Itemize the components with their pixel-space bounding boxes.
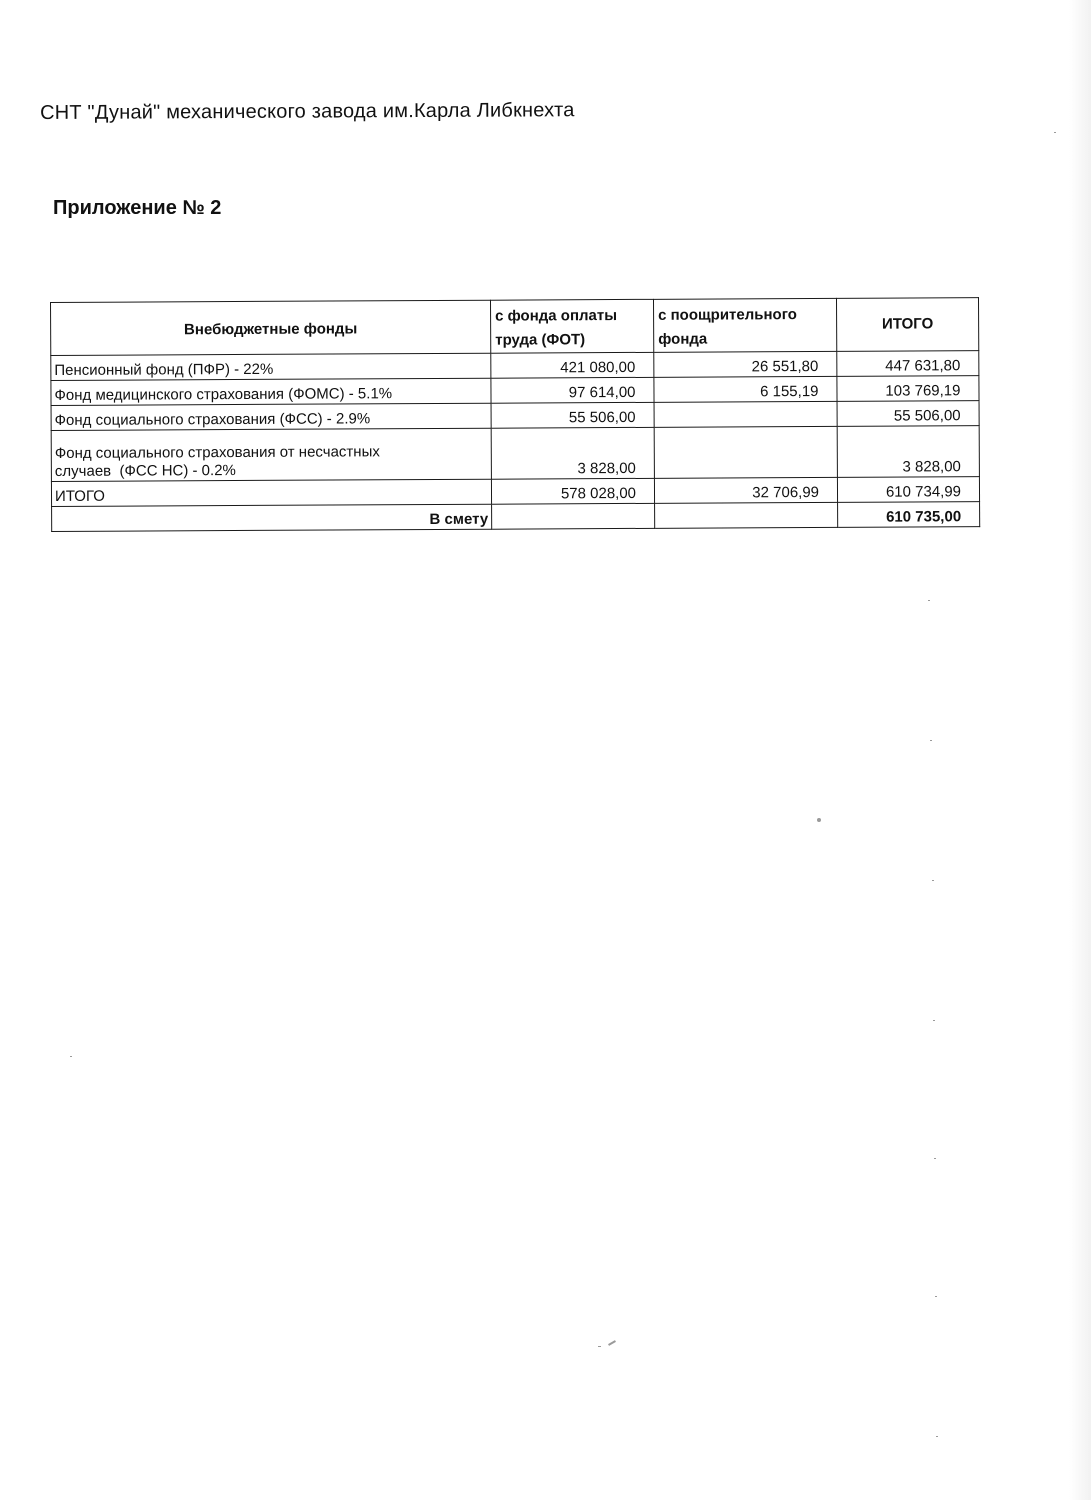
appendix-title: Приложение № 2 bbox=[53, 197, 222, 219]
organization-title: СНТ "Дунай" механического завода им.Карла Либкнехта bbox=[40, 99, 575, 124]
row-fot: 421 080,00 bbox=[491, 352, 654, 378]
row-total: 103 769,19 bbox=[837, 376, 979, 402]
row-name: Фонд социального страхования (ФСС) - 2.9% bbox=[51, 403, 491, 430]
table-row-estimate bbox=[52, 502, 980, 532]
header-fot: с фонда оплаты труда (ФОТ) bbox=[490, 299, 653, 353]
scan-speck bbox=[70, 1056, 72, 1057]
row-bonus: 26 551,80 bbox=[654, 351, 837, 377]
table-header-row bbox=[51, 298, 979, 356]
scan-speck bbox=[935, 1296, 937, 1297]
scan-speck bbox=[934, 1158, 936, 1159]
scan-speck bbox=[817, 818, 821, 822]
row-name bbox=[51, 428, 491, 481]
scan-speck bbox=[932, 880, 934, 881]
estimate-label: В смету bbox=[52, 504, 492, 531]
totals-total: 610 734,99 bbox=[837, 477, 979, 503]
header-funds: Внебюджетные фонды bbox=[51, 300, 491, 355]
scan-speck bbox=[608, 1340, 616, 1346]
funds-table-wrapper bbox=[50, 297, 979, 532]
scan-speck bbox=[928, 600, 930, 601]
row-name-line-1: Фонд социального страхования от несчастных bbox=[54, 443, 380, 462]
row-name-line-2: случаев (ФСС НС) - 0.2% bbox=[54, 462, 236, 480]
table-row-fss-ns bbox=[51, 426, 979, 482]
row-fot: 3 828,00 bbox=[491, 427, 654, 479]
header-total: ИТОГО bbox=[836, 298, 978, 352]
estimate-fot-empty bbox=[492, 503, 655, 529]
row-total: 55 506,00 bbox=[837, 401, 979, 427]
estimate-bonus-empty bbox=[655, 502, 838, 528]
row-bonus bbox=[654, 426, 837, 478]
row-total: 3 828,00 bbox=[837, 426, 979, 478]
header-bonus: с поощрительного фонда bbox=[653, 298, 836, 352]
scan-speck bbox=[598, 1346, 601, 1347]
scan-speck bbox=[933, 1020, 935, 1021]
funds-table bbox=[50, 297, 980, 532]
scan-speck bbox=[930, 740, 932, 741]
row-bonus: 6 155,19 bbox=[654, 376, 837, 402]
totals-label: ИТОГО bbox=[51, 479, 491, 506]
row-name: Пенсионный фонд (ПФР) - 22% bbox=[51, 353, 491, 380]
row-fot: 97 614,00 bbox=[491, 377, 654, 403]
scan-edge-shadow bbox=[1069, 0, 1091, 1500]
scan-speck bbox=[936, 1436, 938, 1437]
totals-bonus: 32 706,99 bbox=[654, 477, 837, 503]
row-fot: 55 506,00 bbox=[491, 402, 654, 428]
row-total: 447 631,80 bbox=[837, 351, 979, 377]
row-bonus bbox=[654, 401, 837, 427]
totals-fot: 578 028,00 bbox=[491, 478, 654, 504]
scan-speck bbox=[1054, 132, 1056, 133]
estimate-total: 610 735,00 bbox=[838, 502, 980, 528]
row-name: Фонд медицинского страхования (ФОМС) - 5.1% bbox=[51, 378, 491, 405]
